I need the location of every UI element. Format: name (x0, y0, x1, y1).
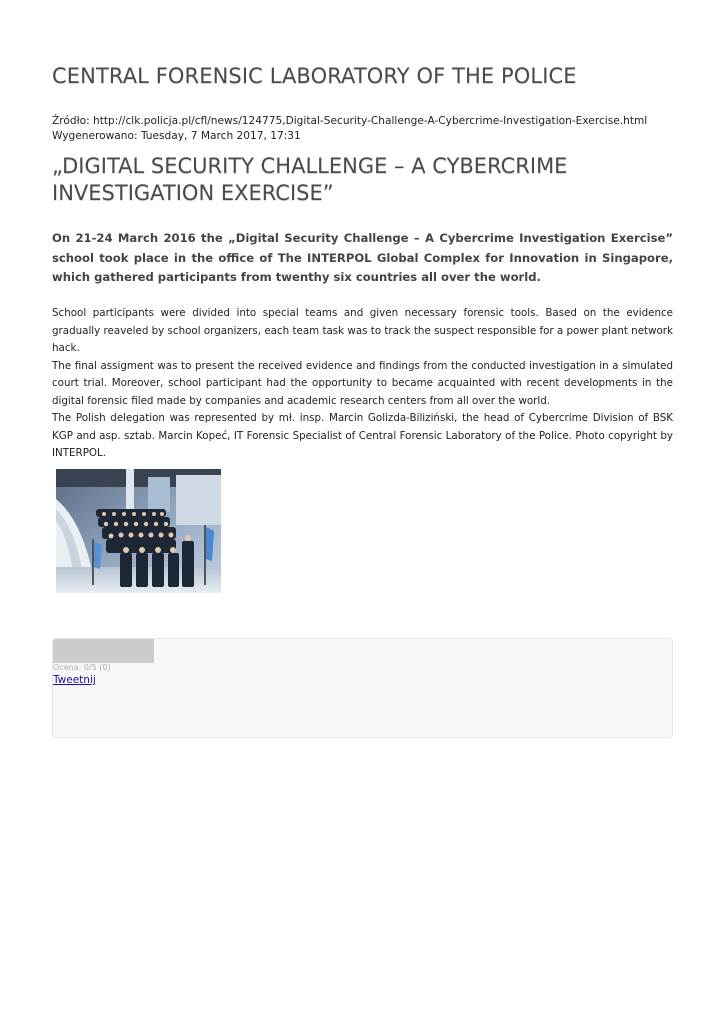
generated-label: Wygenerowano: (52, 129, 138, 142)
article-lead: On 21-24 March 2016 the „Digital Security Challenge – A Cybercrime Investigation Exercise” school took place in the office of The INTERPOL Global Complex for Innovation in Singapore, which gathered participants from twenthy six countries all over the world. (52, 231, 673, 284)
tweet-link[interactable]: Tweetnij (53, 674, 96, 686)
generated-date: Tuesday, 7 March 2017, 17:31 (140, 129, 301, 142)
rating-panel (52, 638, 673, 738)
rating-text: Ocena: 0/5 (0) (53, 663, 111, 672)
meta-info (52, 114, 647, 143)
article-photo[interactable] (56, 469, 221, 593)
article-body (52, 305, 673, 463)
article-paragraph: School participants were divided into special teams and given necessary forensic tools. Based on the evidence gradually reaveled by school organizers, each team task was to track the suspect responsible for a power plant network hack. (52, 307, 673, 354)
generated-line (52, 129, 647, 144)
rating-stars-bar[interactable] (53, 639, 154, 663)
site-title: CENTRAL FORENSIC LABORATORY OF THE POLICE (52, 64, 577, 88)
source-label: Źródło: (52, 115, 90, 127)
article-paragraph: The final assigment was to present the received evidence and findings from the conducted investigation in a simulated court trial. Moreover, school participant had the opportunity to became acquainted with recent developments in the digital forensic filed made by companies and academic research centers from all over the world. (52, 359, 673, 407)
source-line (52, 114, 647, 129)
source-url: http://clk.policja.pl/cfl/news/124775,Digital-Security-Challenge-A-Cybercrime-Investigation-Exercise.html (93, 115, 648, 127)
article-paragraph: The Polish delegation was represented by mł. insp. Marcin Golizda-Biliziński, the head of Cybercrime Division of BSK KGP and asp. sztab. Marcin Kopeć, IT Forensic Specialist of Central Forensic Laboratory of the Police. Photo copyright by INTERPOL. (52, 412, 673, 459)
article-title: „DIGITAL SECURITY CHALLENGE – A CYBERCRIME INVESTIGATION EXERCISE” (52, 154, 568, 205)
